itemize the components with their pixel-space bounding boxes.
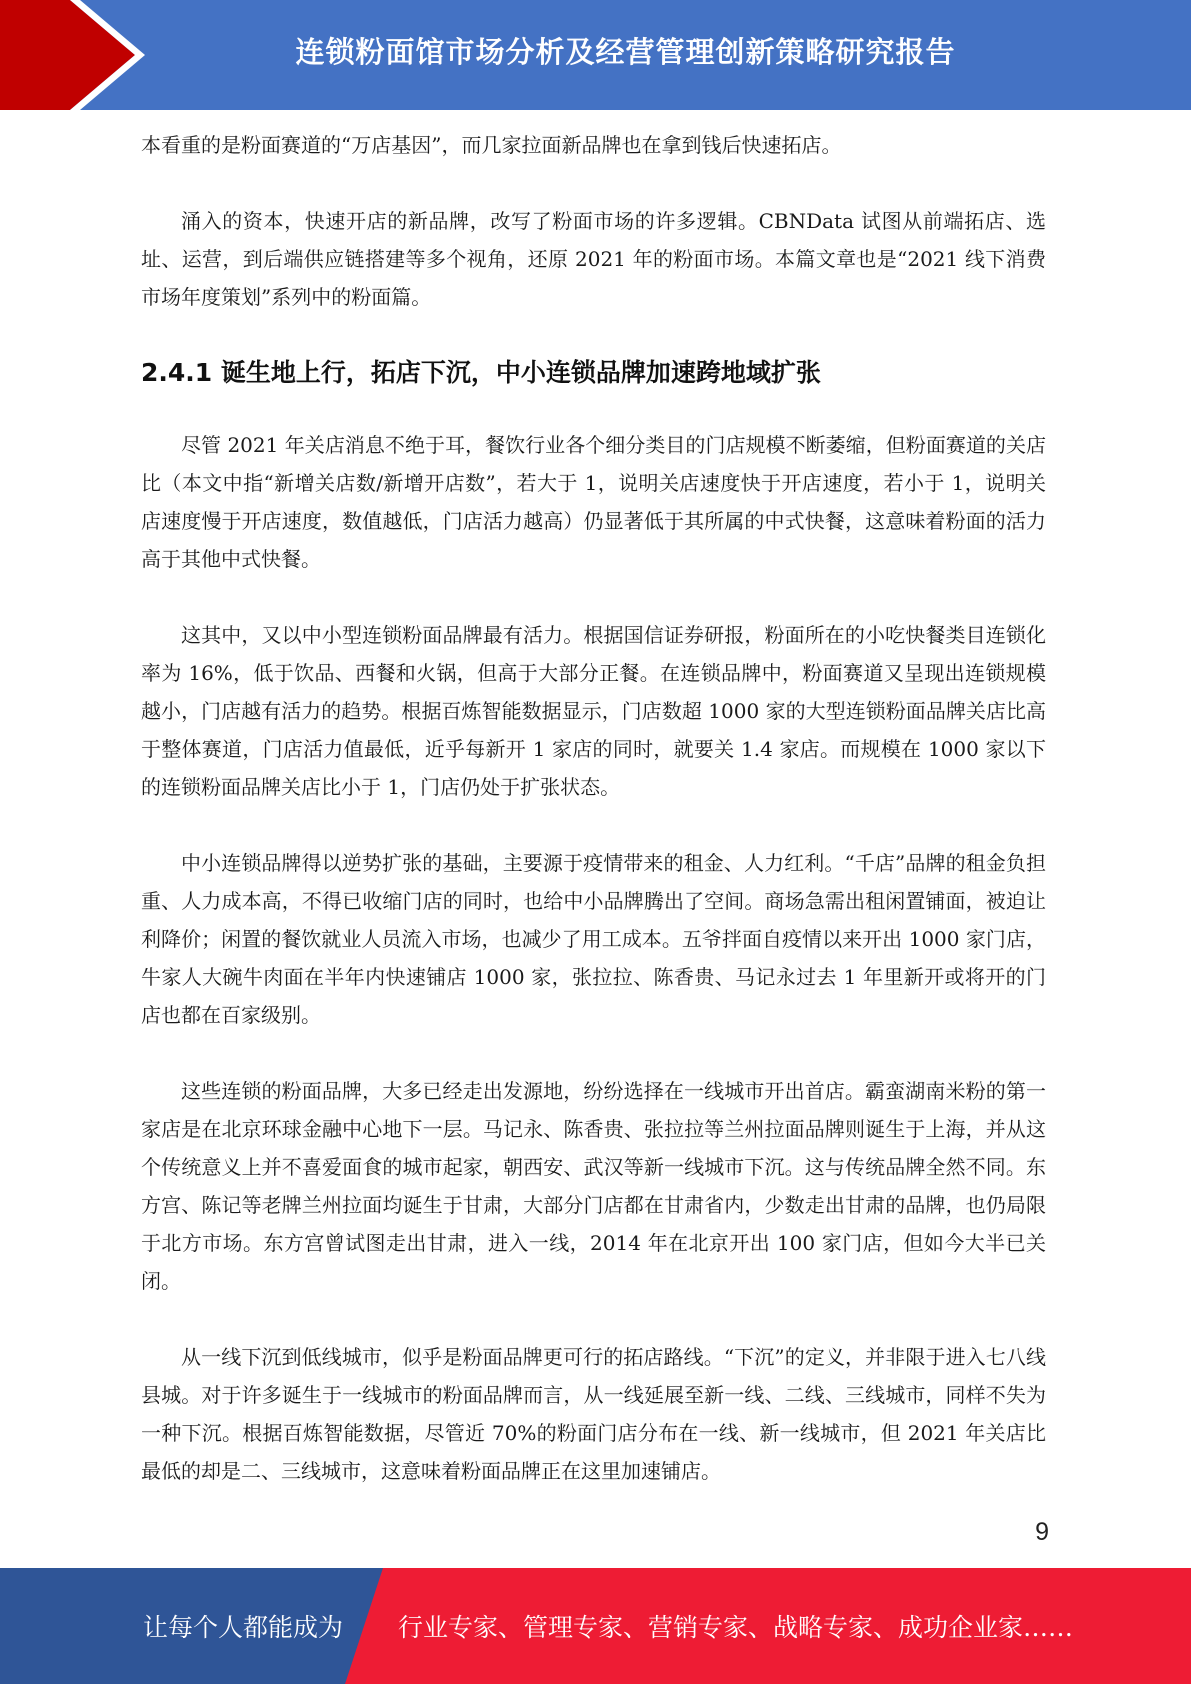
footer-slogan-right: 行业专家、管理专家、营销专家、战略专家、成功企业家…… bbox=[398, 1613, 1074, 1642]
paragraph-continuation: 本看重的是粉面赛道的“万店基因”，而几家拉面新品牌也在拿到钱后快速拓店。 bbox=[141, 133, 842, 157]
page-footer bbox=[0, 1568, 1191, 1684]
paragraph: 涌入的资本，快速开店的新品牌，改写了粉面市场的许多逻辑。CBNData 试图从前端拓店、选址、运营，到后端供应链搭建等多个视角，还原 2021 年的粉面市场。本篇文章也是“2021 线下消费市场年度策划”系列中的粉面篇。 bbox=[141, 209, 1046, 309]
paragraph: 从一线下沉到低线城市，似乎是粉面品牌更可行的拓店路线。“下沉”的定义，并非限于进入七八线县城。对于许多诞生于一线城市的粉面品牌而言，从一线延展至新一线、二线、三线城市，同样不失为一种下沉。根据百炼智能数据，尽管近 70%的粉面门店分布在一线、新一线城市，但 2021 年关店比最低的却是二、三线城市，这意味着粉面品牌正在这里加速铺店。 bbox=[141, 1345, 1046, 1483]
paragraph: 中小连锁品牌得以逆势扩张的基础，主要源于疫情带来的租金、人力红利。“千店”品牌的租金负担重、人力成本高，不得已收缩门店的同时，也给中小品牌腾出了空间。商场急需出租闲置铺面，被迫让利降价；闲置的餐饮就业人员流入市场，也减少了用工成本。五爷拌面自疫情以来开出 1000 家门店，牛家人大碗牛肉面在半年内快速铺店 1000 家，张拉拉、陈香贵、马记永过去 1 年里新开或将开的门店也都在百家级别。 bbox=[141, 851, 1046, 1027]
main-content bbox=[141, 126, 1046, 1528]
header-chevron-decoration bbox=[0, 0, 160, 110]
page-number: 9 bbox=[1035, 1518, 1049, 1546]
paragraph: 这些连锁的粉面品牌，大多已经走出发源地，纷纷选择在一线城市开出首店。霸蛮湖南米粉的第一家店是在北京环球金融中心地下一层。马记永、陈香贵、张拉拉等兰州拉面品牌则诞生于上海，并从这个传统意义上并不喜爱面食的城市起家，朝西安、武汉等新一线城市下沉。这与传统品牌全然不同。东方宫、陈记等老牌兰州拉面均诞生于甘肃，大部分门店都在甘肃省内，少数走出甘肃的品牌，也仍局限于北方市场。东方宫曾试图走出甘肃，进入一线，2014 年在北京开出 100 家门店，但如今大半已关闭。 bbox=[141, 1079, 1046, 1293]
report-title: 连锁粉面馆市场分析及经营管理创新策略研究报告 bbox=[295, 34, 956, 69]
footer-slogan-left: 让每个人都能成为 bbox=[143, 1613, 344, 1642]
section-heading: 2.4.1 诞生地上行，拓店下沉，中小连锁品牌加速跨地域扩张 bbox=[141, 358, 821, 387]
paragraph: 这其中，又以中小型连锁粉面品牌最有活力。根据国信证券研报，粉面所在的小吃快餐类目连锁化率为 16%，低于饮品、西餐和火锅，但高于大部分正餐。在连锁品牌中，粉面赛道又呈现出连锁规模越小，门店越有活力的趋势。根据百炼智能数据显示，门店数超 1000 家的大型连锁粉面品牌关店比高于整体赛道，门店活力值最低，近乎每新开 1 家店的同时，就要关 1.4 家店。而规模在 1000 家以下的连锁粉面品牌关店比小于 1，门店仍处于扩张状态。 bbox=[141, 623, 1046, 799]
paragraph: 尽管 2021 年关店消息不绝于耳，餐饮行业各个细分类目的门店规模不断萎缩，但粉面赛道的关店比（本文中指“新增关店数/新增开店数”，若大于 1，说明关店速度快于开店速度，若小于 1，说明关店速度慢于开店速度，数值越低，门店活力越高）仍显著低于其所属的中式快餐，这意味着粉面的活力高于其他中式快餐。 bbox=[141, 433, 1046, 571]
page-header bbox=[0, 0, 1191, 110]
